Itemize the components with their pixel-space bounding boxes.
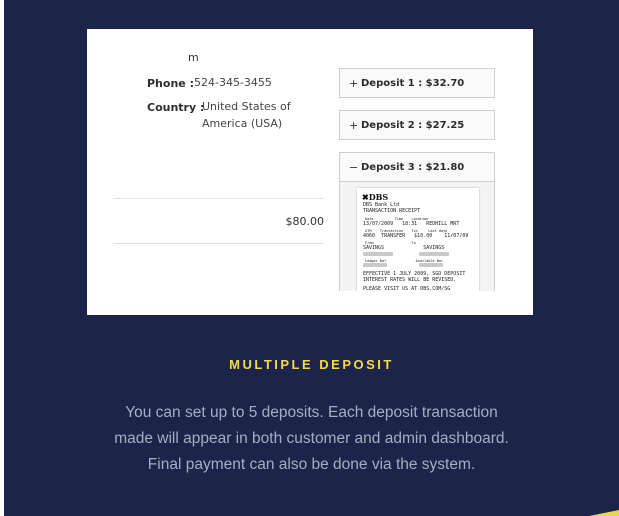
receipt-header-2: ATM Transaction Txn Last date <box>363 229 448 233</box>
deposit-3-content <box>339 182 495 291</box>
receipt-row-1: 13/07/2009 18:31 REDHILL MRT <box>363 221 460 227</box>
deposit-3-label: Deposit 3 : $21.80 <box>361 161 465 173</box>
screenshot-frame <box>87 29 533 315</box>
country-value-line2: America (USA) <box>202 117 283 130</box>
phone-label: Phone : <box>147 77 194 90</box>
expand-icon: + <box>349 118 359 132</box>
description-line-1: You can set up to 5 deposits. Each deposit transaction <box>125 404 498 421</box>
order-details-crop <box>114 29 507 291</box>
receipt-note-2: INTEREST RATES WILL BE REVISED. <box>363 277 457 283</box>
country-label: Country : <box>147 101 205 114</box>
table-divider-top <box>114 198 324 199</box>
redacted-balance-2 <box>419 263 443 267</box>
receipt-header-4: Ledger Bal Available Bal <box>363 259 444 263</box>
section-title: MULTIPLE DEPOSIT <box>229 357 394 372</box>
corner-accent <box>589 510 619 516</box>
description-line-3: Final payment can also be done via the system. <box>147 456 476 473</box>
deposit-2-label: Deposit 2 : $27.25 <box>361 119 465 131</box>
receipt-image <box>357 188 479 291</box>
redacted-account-2 <box>419 252 449 256</box>
collapse-icon: − <box>349 160 359 174</box>
order-total-amount: $80.00 <box>285 215 324 228</box>
deposit-1-accordion[interactable] <box>339 68 495 98</box>
deposit-3-accordion[interactable] <box>339 152 495 182</box>
country-value-line1: United States of <box>202 100 291 113</box>
receipt-header-1: Date Time Location <box>363 217 429 221</box>
deposit-1-label: Deposit 1 : $32.70 <box>361 77 465 89</box>
table-divider-bottom <box>114 243 324 244</box>
receipt-bank: DBS Bank Ltd <box>363 202 400 208</box>
receipt-note-3: PLEASE VISIT US AT DBS.COM/SG <box>363 286 451 291</box>
phone-value: 524-345-3455 <box>194 76 272 89</box>
receipt-row-2: 4060 TRANSFER $10.00 11/07/09 <box>363 233 469 239</box>
description-line-2: made will appear in both customer and admin dashboard. <box>114 430 509 447</box>
receipt-heading: TRANSACTION RECEIPT <box>363 208 421 214</box>
cropped-text-fragment: m <box>188 51 199 64</box>
redacted-account-1 <box>363 252 393 256</box>
expand-icon: + <box>349 76 359 90</box>
redacted-balance-1 <box>363 263 387 267</box>
receipt-row-3: SAVINGS SAVINGS <box>363 245 445 251</box>
receipt-header-3: From To <box>363 241 416 245</box>
receipt-note-1: EFFECTIVE 1 JULY 2009, SGD DEPOSIT <box>363 271 466 277</box>
deposit-2-accordion[interactable] <box>339 110 495 140</box>
bank-logo: ✖DBS <box>362 192 389 202</box>
feature-panel <box>4 0 619 516</box>
section-description <box>4 400 619 478</box>
